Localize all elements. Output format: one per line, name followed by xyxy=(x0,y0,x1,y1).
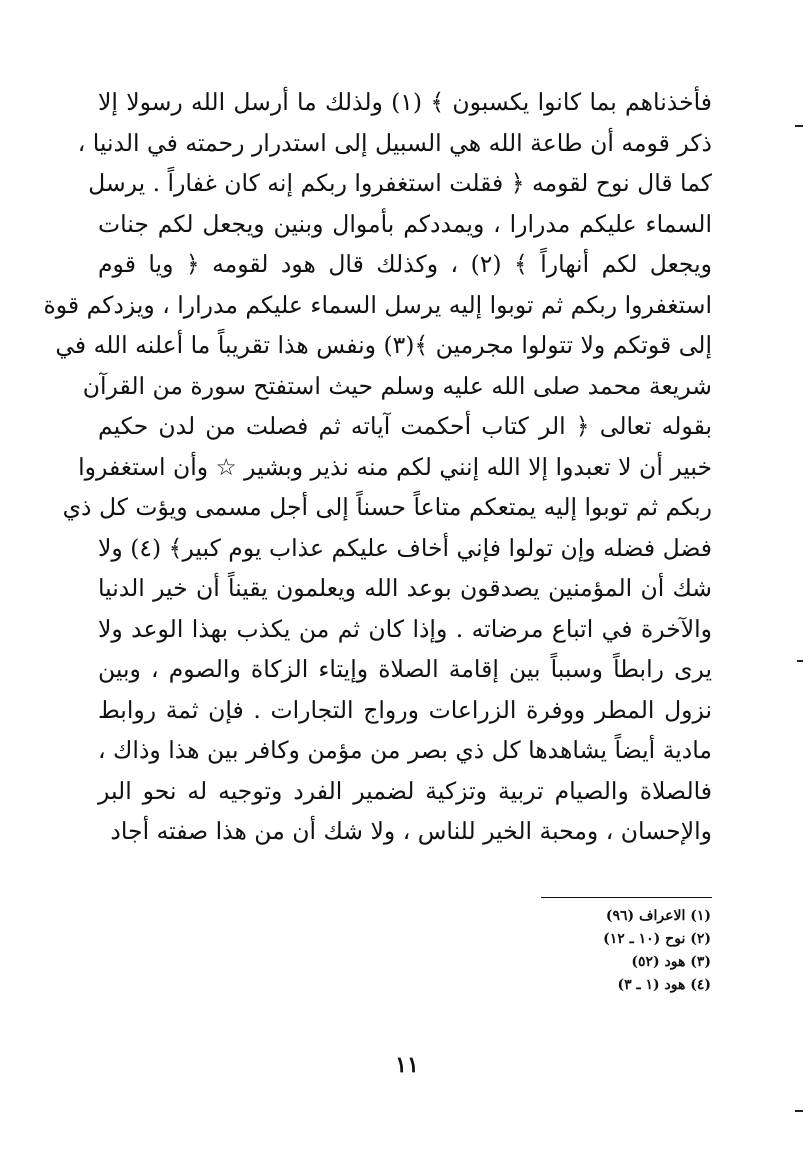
text-line: نزول المطر ووفرة الزراعات ورواج التجارات . فإن ثمة روابط xyxy=(98,695,712,724)
text-line: مادية أيضاً يشاهدها كل ذي بصر من مؤمن وكافر بين هذا وذاك ، xyxy=(98,736,712,764)
footnote-item: (٤) هود (١ ـ ٣) xyxy=(617,977,711,993)
page-number: ١١ xyxy=(395,1052,419,1078)
footnote-item: (٣) هود (٥٢) xyxy=(631,954,711,970)
scan-edge-mark xyxy=(797,660,803,662)
text-line: والآخرة في اتباع مرضاته . وإذا كان ثم من يكذب بهذا الوعد ولا xyxy=(98,614,712,643)
footnote-separator xyxy=(541,897,712,898)
text-line: فأخذناهم بما كانوا يكسبون ﴾ (١) ولذلك ما أرسل الله رسولا إلا xyxy=(98,88,712,116)
text-line: والإحسان ، ومحبة الخير للناس ، ولا شك أن من هذا صفته أجاد xyxy=(110,817,712,845)
footnote-item: (٢) نوح (١٠ ـ ١٢) xyxy=(603,931,711,947)
text-line: السماء عليكم مدرارا ، ويمددكم بأموال وبنين ويجعل لكم جنات xyxy=(98,209,712,238)
text-line: فضل فضله وإن تولوا فإني أخاف عليكم عذاب يوم كبير﴾ (٤) ولا xyxy=(98,533,712,562)
text-line: ويجعل لكم أنهاراً ﴾ (٢) ، وكذلك قال هود لقومه ﴿ ويا قوم xyxy=(98,250,712,278)
text-line: شريعة محمد صلى الله عليه وسلم حيث استفتح سورة من القرآن xyxy=(82,371,712,400)
text-line: ربكم ثم توبوا إليه يمتعكم متاعاً حسناً إلى أجل مسمى ويؤت كل ذي xyxy=(62,493,712,521)
footnote-item: (١) الاعراف (٩٦) xyxy=(605,908,711,924)
text-line: ذكر قومه أن طاعة الله هي السبيل إلى استدرار رحمته في الدنيا ، xyxy=(77,128,712,157)
text-line: إلى قوتكم ولا تتولوا مجرمين ﴾(٣) ونفس هذا تقريباً ما أعلنه الله في xyxy=(55,331,712,359)
scan-edge-mark xyxy=(795,125,803,127)
footnotes xyxy=(451,905,711,997)
text-line: شك أن المؤمنين يصدقون بوعد الله ويعلمون يقيناً أن خير الدنيا xyxy=(98,574,712,602)
text-line: فالصلاة والصيام تربية وتزكية لضمير الفرد وتوجيه له نحو البر xyxy=(98,776,712,805)
text-line: يرى رابطاً وسبباً بين إقامة الصلاة وإيتاء الزكاة والصوم ، وبين xyxy=(98,655,712,683)
text-line: خبير أن لا تعبدوا إلا الله إنني لكم منه نذير وبشير ☆ وأن استغفروا xyxy=(78,452,712,481)
text-line: استغفروا ربكم ثم توبوا إليه يرسل السماء عليكم مدرارا ، ويزدكم قوة xyxy=(43,290,712,319)
scan-edge-mark xyxy=(795,1110,803,1112)
text-line: بقوله تعالى ﴿ الر كتاب أحكمت آياته ثم فصلت من لدن حكيم xyxy=(98,412,712,440)
text-line: كما قال نوح لقومه ﴿ فقلت استغفروا ربكم إنه كان غفاراً . يرسل xyxy=(88,169,712,197)
body-text xyxy=(43,82,712,852)
